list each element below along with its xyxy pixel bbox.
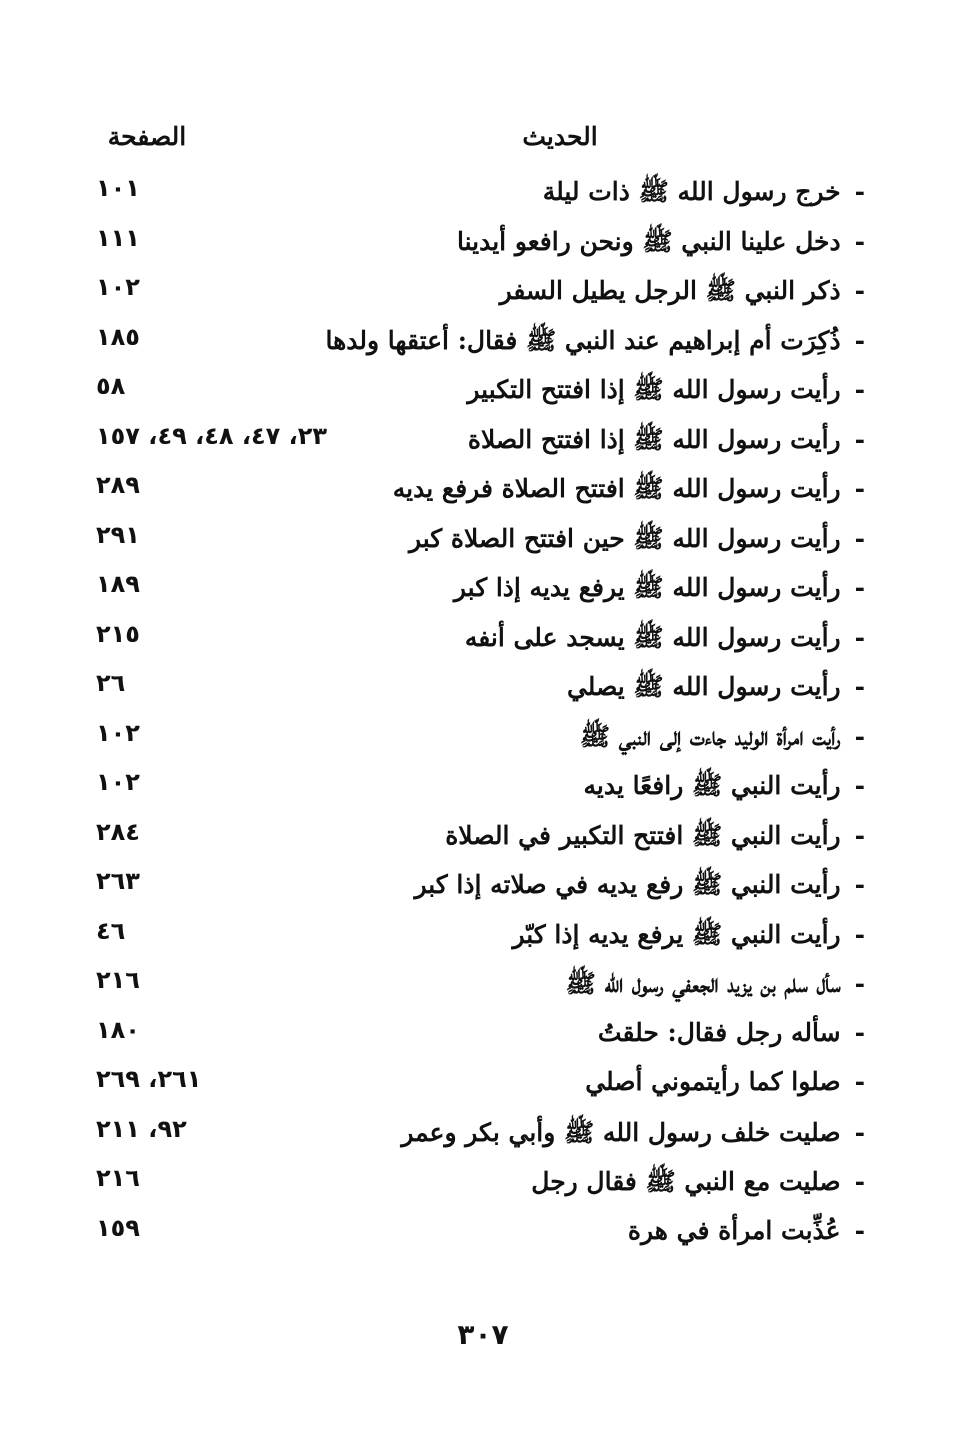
hadith-text [580,721,865,758]
hadith-text [414,869,865,906]
list-dash: - [854,226,865,256]
list-dash: - [854,1215,865,1245]
hadith-text-label: رأيت رسول الله ﷺ حين افتتح الصلاة كبر [408,523,841,553]
page-references: ١٠٢ [96,718,140,747]
page-references: ١١١ [96,223,140,252]
hadith-text-label: سأل سلم بن يزيد الجعفي رسول الله ﷺ [565,969,841,998]
hadith-text-label: رأيت رسول الله ﷺ افتتح الصلاة فرفع يديه [392,474,841,503]
page-references: ١٠١ [96,174,140,202]
hadith-text [325,325,865,362]
hadith-text-label: سأله رجل فقال: حلقتُ [597,1017,841,1047]
page-references: ٢٦١، ٢٦٩ [96,1065,202,1093]
list-item [0,717,967,767]
page-references: ١٥٩ [96,1213,140,1242]
hadith-text-label: ذُكِرَت أم إبراهيم عند النبي ﷺ فقال: أعتقها ولدها [325,325,841,355]
page-references: ١٨٥ [96,322,140,351]
list-dash: - [854,672,865,701]
hadith-text-label: ذكر النبي ﷺ الرجل يطيل السفر [499,276,841,305]
page-references: ٢١٦ [96,966,140,994]
hadith-text-label: عُذِّبت امرأة في هرة [627,1215,841,1245]
list-item [0,222,967,272]
hadith-text [628,1216,865,1245]
page-references: ٢٦ [96,669,126,697]
list-item [0,568,967,618]
hadith-text [567,671,865,708]
list-dash: - [854,474,865,503]
list-item [0,618,967,668]
list-dash: - [854,325,865,355]
list-dash: - [854,573,865,602]
hadith-text-label: رأيت رسول الله ﷺ إذا افتتح الصلاة [467,424,841,454]
list-dash: - [854,1017,865,1047]
page-number: ٣٠٧ [457,1318,509,1351]
hadith-text [445,820,865,857]
list-item [0,1014,967,1064]
list-item [0,1063,967,1113]
page-references: ٤٦ [96,916,126,945]
list-dash: - [854,771,865,800]
page-references: ١٠٢ [96,768,140,796]
hadith-text [583,770,865,807]
page-references: ٢١٥ [96,619,140,648]
hadith-text-label: رأيت رسول الله ﷺ يرفع يديه إذا كبر [453,573,841,602]
page-references: ١٨٠ [96,1015,140,1044]
hadith-text [512,919,865,956]
page-references: ٢٨٤ [96,817,140,846]
table-header [0,122,967,162]
hadith-text [393,473,865,510]
hadith-text-label: رأيت رسول الله ﷺ يصلي [566,672,841,701]
page-references: ١٨٩ [96,570,140,598]
page-references: ٢٩١ [96,520,140,549]
list-item [0,816,967,866]
list-item [0,271,967,321]
page-references: ٢٨٩ [96,471,140,499]
hadith-text-label: رأيت رسول الله ﷺ يسجد على أنفه [464,622,841,652]
list-dash: - [854,1067,865,1096]
list-dash: - [854,870,865,899]
list-dash: - [854,177,865,206]
hadith-text-label: صليت مع النبي ﷺ فقال رجل [531,1167,841,1196]
hadith-text-label: رأيت النبي ﷺ يرفع يديه إذا كبّر [512,919,841,949]
page-references: ٢٦٣ [96,867,140,895]
list-item [0,370,967,420]
list-item [0,420,967,470]
hadith-text [585,1067,865,1096]
list-item [0,915,967,965]
hadith-text [467,374,865,411]
list-dash: - [854,523,865,553]
list-dash: - [854,622,865,652]
hadith-text-label: صلوا كما رأيتموني أصلي [585,1067,841,1096]
hadith-text [543,176,865,213]
hadith-text-label: رأيت امرأة الوليد جاءت إلى النبي ﷺ [579,721,841,751]
hadith-text [598,1018,865,1047]
hadith-text [566,968,865,1005]
hadith-text-label: رأيت النبي ﷺ رافعًا يديه [583,771,841,800]
page-references: ٥٨ [96,372,126,400]
hadith-text-label: رأيت رسول الله ﷺ إذا افتتح التكبير [467,375,841,404]
hadith-text-label: رأيت النبي ﷺ افتتح التكبير في الصلاة [445,820,841,850]
hadith-text [457,226,865,263]
list-item [0,667,967,717]
hadith-text [454,572,865,609]
hadith-text [500,275,865,312]
list-item [0,766,967,816]
hadith-text-label: دخل علينا النبي ﷺ ونحن رافعو أيدينا [456,226,841,256]
list-item [0,321,967,371]
hadith-text-label: رأيت النبي ﷺ رفع يديه في صلاته إذا كبر [414,870,841,899]
list-dash: - [854,721,865,751]
list-dash: - [854,919,865,949]
list-item [0,469,967,519]
page-references: ٢٣، ٤٧، ٤٨، ٤٩، ١٥٧ [96,421,328,450]
hadith-text-label: صليت خلف رسول الله ﷺ وأبي بكر وعمر [401,1117,841,1147]
hadith-text [531,1166,865,1203]
list-dash: - [854,276,865,305]
list-item [0,1162,967,1212]
list-dash: - [854,820,865,850]
list-item [0,964,967,1014]
list-item [0,1113,967,1163]
page-column-heading: الصفحة [107,122,187,151]
list-item [0,172,967,222]
list-dash: - [854,1117,865,1147]
list-dash: - [854,375,865,404]
list-item [0,1212,967,1262]
hadith-column-heading: الحديث [522,122,598,151]
list-item [0,519,967,569]
hadith-text [401,1117,865,1154]
page-references: ٢١٦ [96,1164,140,1192]
hadith-text [465,622,865,659]
list-dash: - [854,969,865,998]
hadith-text [409,523,865,560]
hadith-index-list [0,172,967,1261]
hadith-text [468,424,865,461]
hadith-text-label: خرج رسول الله ﷺ ذات ليلة [542,177,841,206]
list-dash: - [854,1167,865,1196]
list-dash: - [854,424,865,454]
page-references: ٩٢، ٢١١ [96,1114,187,1143]
list-item [0,865,967,915]
page-references: ١٠٢ [96,273,140,301]
